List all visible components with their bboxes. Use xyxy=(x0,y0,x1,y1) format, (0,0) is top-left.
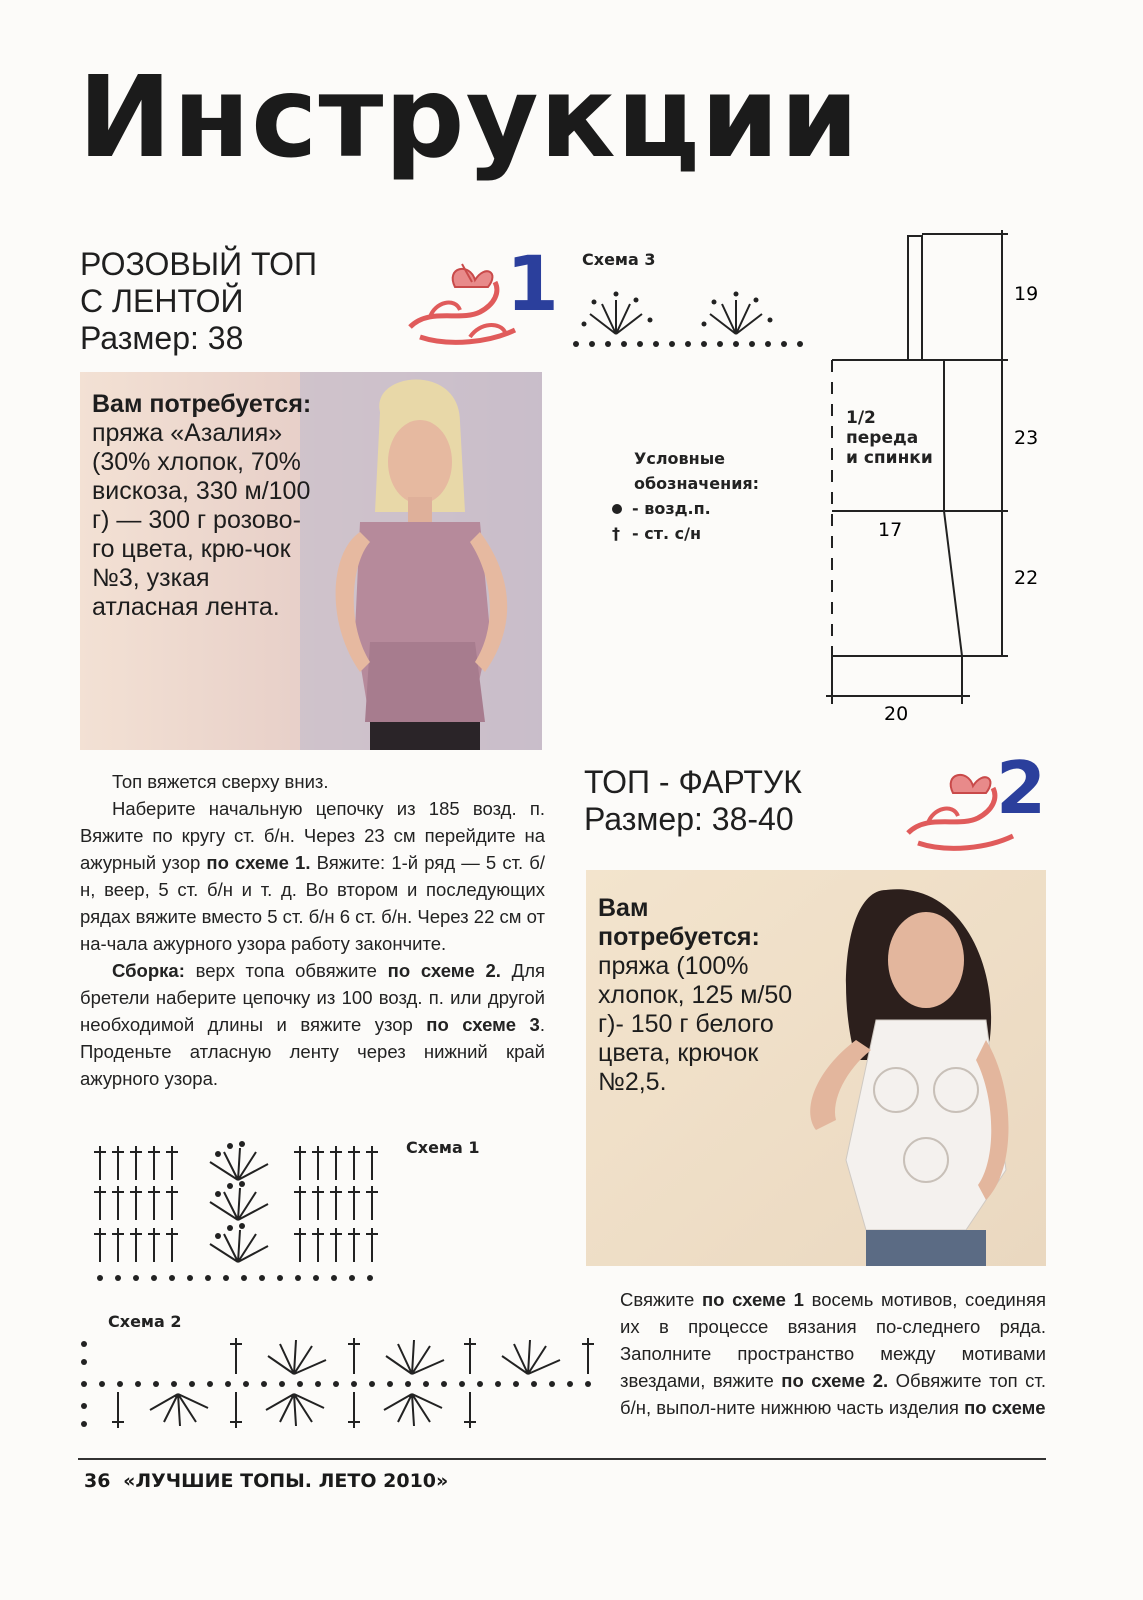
schema3-diagram xyxy=(570,290,810,352)
dim-20: 20 xyxy=(884,703,909,725)
p1-para3: Сборка: верх топа обвяжите по схеме 2. Для бретели наберите цепочку из 100 возд. п. или другой необходимой длины и вяжите узор по схеме 3. Проденьте атласную ленту через нижний край ажурного узора. xyxy=(80,960,546,1089)
product2-needs xyxy=(598,894,798,1097)
p1-para2: Наберите начальную цепочку из 185 возд. п. Вяжите по кругу ст. б/н. Через 23 см перейдите на ажурный узор по схеме 1. Вяжите: 1-й ряд — 5 ст. б/н, веер, 5 ст. б/н и т. д. Во втором и последующих рядах вяжите вместо 5 ст. б/н 6 ст. б/н. Через 22 см от на-чала ажурного узора работу закончите. xyxy=(80,798,546,954)
product1-needs xyxy=(92,390,312,622)
product2-size: Размер: 38-40 xyxy=(584,801,794,837)
footer xyxy=(84,1470,448,1492)
legend-stitch xyxy=(612,521,759,546)
product2-title: ТОП - ФАРТУК xyxy=(584,764,802,800)
product2-needs-heading: Вам потребуется: xyxy=(598,894,760,951)
pattern-label-2: переда xyxy=(846,428,919,448)
schema1-label: Схема 1 xyxy=(406,1138,480,1157)
product2-instructions xyxy=(620,1286,1046,1421)
product2-number: 2 xyxy=(996,746,1047,830)
footer-rule xyxy=(78,1458,1046,1460)
page-title: Инструкции xyxy=(78,53,860,183)
product1-instructions xyxy=(80,768,545,1092)
p2-para: Свяжите по схеме 1 восемь мотивов, соединяя их в процессе вязания по-следнего ряда. Заполните пространство между мотивами звездами, вяжите по схеме 2. Обвяжите топ ст. б/н, выпол-ните нижнюю часть изделия по схеме xyxy=(620,1289,1047,1418)
legend-title-2: обозначения: xyxy=(634,474,760,493)
product1-number: 1 xyxy=(506,239,559,328)
pattern-diagram xyxy=(812,226,1042,726)
legend-chain-text: - возд.п. xyxy=(632,499,711,518)
pattern-label-3: и спинки xyxy=(846,448,933,468)
schema2-label: Схема 2 xyxy=(108,1312,182,1331)
magazine-title: «ЛУЧШИЕ ТОПЫ. ЛЕТО 2010» xyxy=(123,1470,449,1492)
stitch-cross-icon: † xyxy=(612,524,620,543)
dim-22: 22 xyxy=(1014,567,1039,589)
p1-para1: Топ вяжется сверху вниз. xyxy=(112,771,329,792)
dim-19: 19 xyxy=(1014,283,1039,305)
product1-title-line2: С ЛЕНТОЙ xyxy=(80,283,244,319)
schema3-label: Схема 3 xyxy=(582,250,656,269)
product2-header xyxy=(584,764,802,838)
product2-needs-text: пряжа (100% хлопок, 125 м/50 г)- 150 г белого цвета, крючок №2,5. xyxy=(598,952,793,1096)
pattern-label xyxy=(846,408,933,468)
legend-chain xyxy=(612,496,759,521)
product1-needs-heading: Вам потребуется: xyxy=(92,390,312,418)
pattern-label-1: 1/2 xyxy=(846,408,876,428)
legend-stitch-text: - ст. с/н xyxy=(632,524,701,543)
chain-dot-icon xyxy=(612,504,622,514)
product1-size: Размер: 38 xyxy=(80,320,244,356)
page-number: 36 xyxy=(84,1470,111,1492)
product1-needs-text: пряжа «Азалия» (30% хлопок, 70% вискоза, 330 м/100 г) — 300 г розово-го цвета, крю-чок №3, узкая атласная лента. xyxy=(92,419,311,621)
product1-title-line1: РОЗОВЫЙ ТОП xyxy=(80,246,317,282)
legend xyxy=(612,446,759,546)
dim-17: 17 xyxy=(878,519,903,541)
schema2-diagram xyxy=(78,1334,598,1434)
schema1-diagram xyxy=(90,1140,400,1290)
product1-header xyxy=(80,246,317,357)
legend-title-1: Условные xyxy=(634,449,726,468)
dim-23: 23 xyxy=(1014,427,1039,449)
